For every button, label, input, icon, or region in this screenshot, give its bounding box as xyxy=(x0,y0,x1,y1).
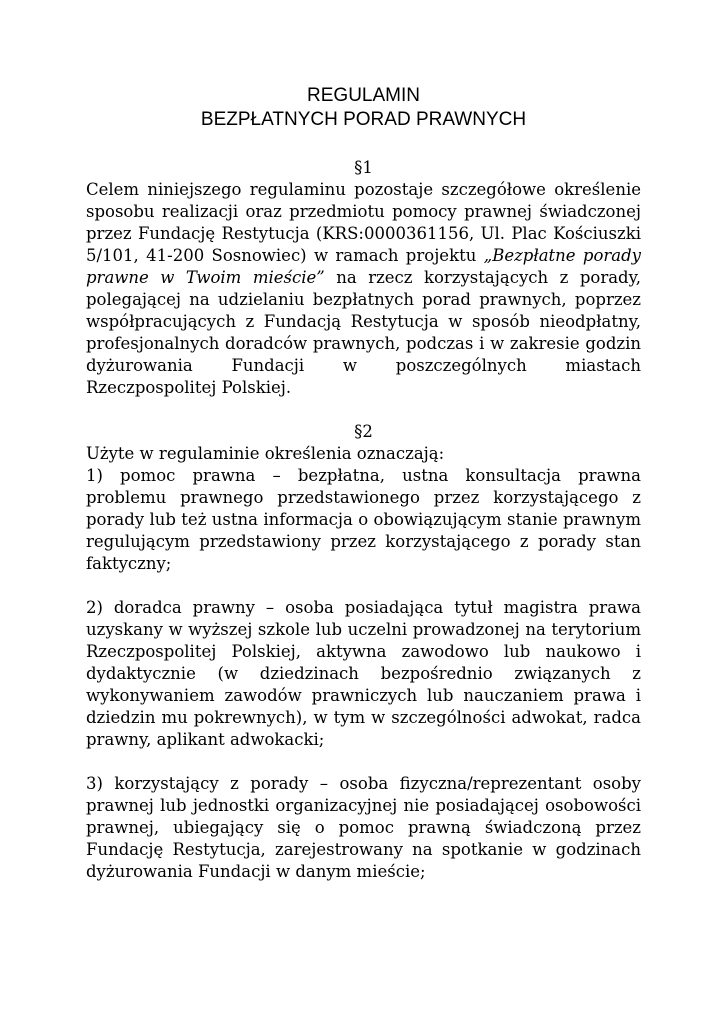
definition-item-1: 1) pomoc prawna – bezpłatna, ustna konsultacja prawna problemu prawnego przedstawionego przez korzystającego z porady lub też ustna informacja o obowiązującym stanie prawnym regulującym przedstawiony przez korzystającego z porady stan faktyczny; xyxy=(86,466,641,573)
title-line-2: BEZPŁATNYCH PORAD PRAWNYCH xyxy=(200,109,527,130)
section-2-heading: §2 xyxy=(354,422,373,441)
definition-item-2: 2) doradca prawny – osoba posiadająca tytuł magistra prawa uzyskany w wyższej szkole lub uczelni prowadzonej na terytorium Rzeczpospolitej Polskiej, aktywna zawodowo lub naukowo i dydaktycznie (w dziedzinach bezpośrednio związanych z wykonywaniem zawodów prawniczych lub nauczaniem prawa i dziedzin mu pokrewnych), w tym w szczególności adwokat, radca prawny, aplikant adwokacki; xyxy=(86,598,641,749)
section-1-text-start: Celem niniejszego regulaminu pozostaje szczegółowe określenie sposobu realizacji oraz przedmiotu pomocy prawnej świadczonej przez Fundację Restytucja (KRS:0000361156, Ul. Plac Kościuszki 5/101, 41-200 Sosnowiec) w ramach projektu xyxy=(86,180,641,265)
section-1-text-end: na rzecz korzystających z porady, polegającej na udzielaniu bezpłatnych porad prawnych, poprzez współpracujących z Fundacją Restytucja w sposób nieodpłatny, profesjonalnych doradców prawnych, podczas i w zakresie godzin dyżurowania Fundacji w poszczególnych miastach Rzeczpospolitej Polskiej. xyxy=(86,268,641,397)
spacer xyxy=(86,132,641,157)
document-title xyxy=(86,84,641,132)
section-2-intro: Użyte w regulaminie określenia oznaczają: xyxy=(86,444,445,463)
project-name: „Bezpłatne porady prawne w Twoim mieście” xyxy=(86,246,641,287)
document-page xyxy=(86,84,641,883)
definition-item-3: 3) korzystający z porady – osoba fizyczna/reprezentant osoby prawnej lub jednostki organizacyjnej nie posiadającej osobowości prawnej, ubiegający się o pomoc prawną świadczoną przez Fundację Restytucja, zarejestrowany na spotkanie w godzinach dyżurowania Fundacji w danym mieście; xyxy=(86,774,641,881)
title-line-1: REGULAMIN xyxy=(307,85,420,106)
spacer xyxy=(86,399,641,421)
spacer xyxy=(86,575,641,597)
section-1-paragraph xyxy=(86,179,641,399)
spacer xyxy=(86,751,641,773)
section-1-heading: §1 xyxy=(354,158,373,177)
